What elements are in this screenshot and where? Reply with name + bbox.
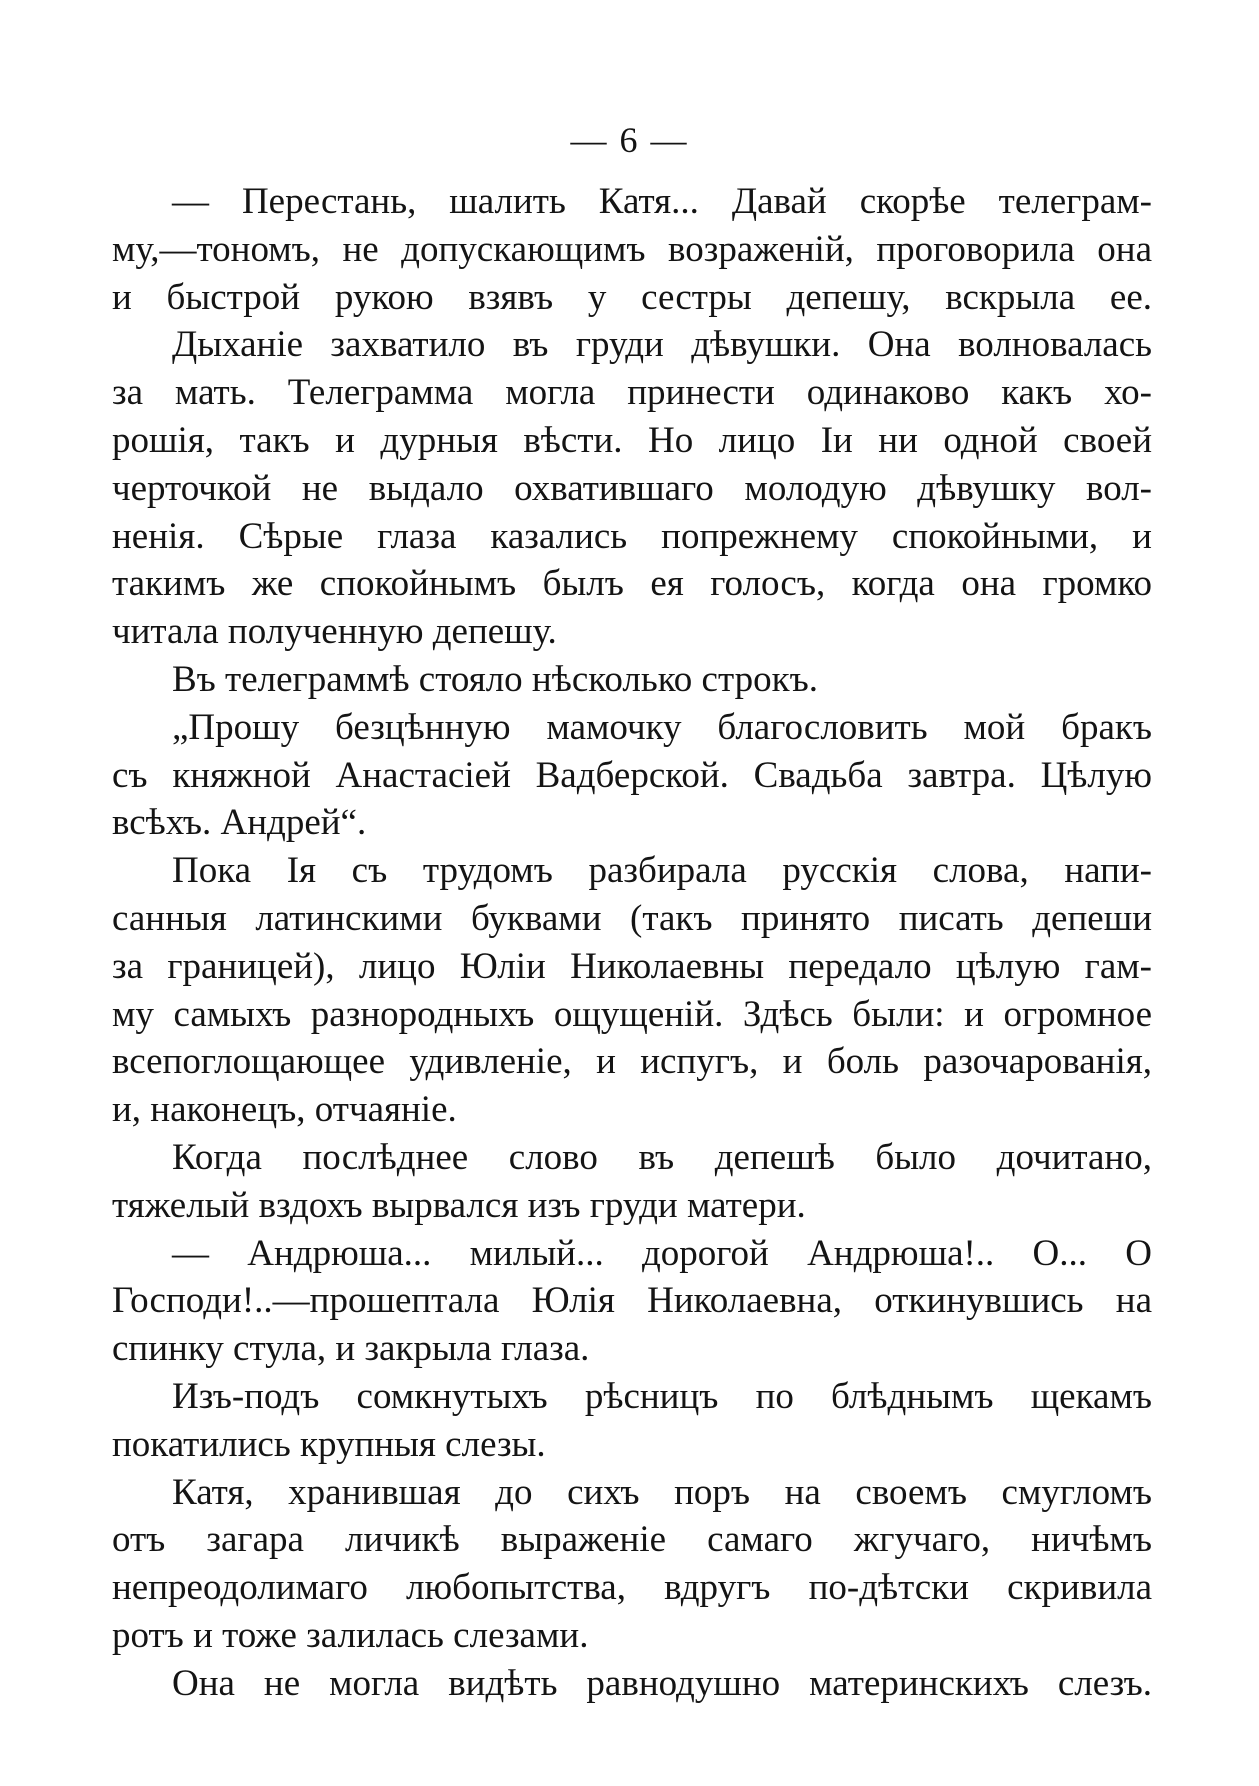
text-line: Катя, хранившая до сихъ поръ на своемъ смугломъ: [172, 1471, 1152, 1513]
text-line: тяжелый вздохъ вырвался изъ груди матери.: [112, 1184, 806, 1226]
text-line: санныя латинскими буквами (такъ принято писать депеши: [112, 897, 1152, 939]
text-line: съ княжной Анастасіей Вадберской. Свадьба завтра. Цѣлую: [112, 754, 1152, 796]
text-line: Въ телеграммѣ стояло нѣсколько строкъ.: [172, 658, 818, 700]
text-line: всѣхъ. Андрей“.: [112, 802, 367, 844]
text-line: спинку стула, и закрыла глаза.: [112, 1328, 590, 1370]
text-line: и быстрой рукою взявъ у сестры депешу, вскрыла ее.: [112, 276, 1152, 318]
text-line: покатились крупныя слезы.: [112, 1423, 546, 1465]
body-text: [112, 178, 1152, 1708]
text-line: всепоглощающее удивленіе, и испугъ, и боль разочарованія,: [112, 1041, 1152, 1083]
text-line: и, наконецъ, отчаяніе.: [112, 1089, 457, 1131]
text-line: такимъ же спокойнымъ былъ ея голосъ, когда она громко: [112, 563, 1152, 605]
text-line: за мать. Телеграмма могла принести одинаково какъ хо-: [112, 372, 1152, 414]
text-line: Изъ-подъ сомкнутыхъ рѣсницъ по блѣднымъ щекамъ: [172, 1375, 1152, 1417]
text-line: му самыхъ разнородныхъ ощущеній. Здѣсь были: и огромное: [112, 993, 1152, 1035]
text-line: — Андрюша... милый... дорогой Андрюша!.. О... О: [172, 1232, 1152, 1274]
page-number: — 6 —: [570, 120, 689, 160]
text-line: непреодолимаго любопытства, вдругъ по-дѣтски скривила: [112, 1567, 1152, 1609]
text-line: Когда послѣднее слово въ депешѣ было дочитано,: [172, 1136, 1152, 1178]
text-line: Господи!..—прошептала Юлія Николаевна, откинувшись на: [112, 1280, 1152, 1322]
text-line: за границей), лицо Юліи Николаевны передало цѣлую гам-: [112, 945, 1152, 987]
text-line: „Прошу безцѣнную мамочку благословить мой бракъ: [172, 706, 1152, 748]
text-line: Дыханіе захватило въ груди дѣвушки. Она волновалась: [172, 324, 1152, 366]
text-line: Пока Ія съ трудомъ разбирала русскія слова, напи-: [172, 850, 1152, 892]
text-line: черточкой не выдало охватившаго молодую дѣвушку вол-: [112, 467, 1152, 509]
text-line: Она не могла видѣть равнодушно материнскихъ слезъ.: [172, 1662, 1152, 1704]
text-line: ротъ и тоже залилась слезами.: [112, 1614, 589, 1656]
text-line: ненія. Сѣрые глаза казались попрежнему спокойными, и: [112, 515, 1152, 557]
text-line: читала полученную депешу.: [112, 611, 557, 653]
text-line: му,—тономъ, не допускающимъ возраженій, проговорила она: [112, 228, 1152, 270]
text-line: рошія, такъ и дурныя вѣсти. Но лицо Іи ни одной своей: [112, 419, 1152, 461]
text-line: — Перестань, шалить Катя... Давай скорѣе телеграм-: [172, 181, 1152, 222]
text-line: отъ загара личикѣ выраженіе самаго жгучаго, ничѣмъ: [112, 1519, 1152, 1561]
